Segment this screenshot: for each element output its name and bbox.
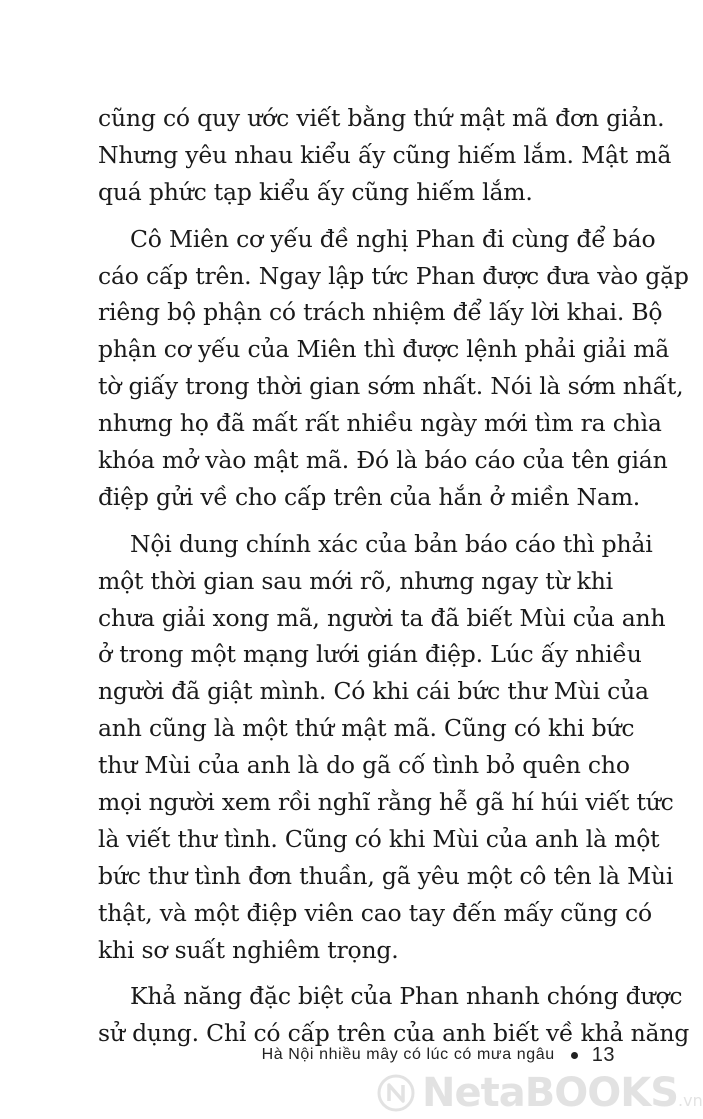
text-line: khóa mở vào mật mã. Đó là báo cáo của tên gián [98, 446, 668, 475]
text-line: thật, và một điệp viên cao tay đến mấy cũng có [98, 898, 652, 927]
text-line: tờ giấy trong thời gian sớm nhất. Nói là sớm nhất, [98, 372, 684, 401]
running-title: Hà Nội nhiều mây có lúc có mưa ngâu [261, 1046, 555, 1063]
text-line: Khả năng đặc biệt của Phan nhanh chóng được [130, 982, 683, 1011]
text-line: người đã giật mình. Có khi cái bức thư Mùi của [98, 677, 649, 706]
page-footer [235, 1042, 615, 1068]
text-line: một thời gian sau mới rõ, nhưng ngay từ khi [98, 566, 613, 595]
text-line: mọi người xem rồi nghĩ rằng hễ gã hí húi viết tức [98, 788, 674, 817]
text-line: khi sơ suất nghiêm trọng. [98, 935, 399, 964]
page-body [98, 100, 690, 1052]
text-line: sử dụng. Chỉ có cấp trên của anh biết về khả năng [98, 1019, 690, 1048]
text-line: riêng bộ phận có trách nhiệm để lấy lời khai. Bộ [98, 298, 663, 327]
text-line: chưa giải xong mã, người ta đã biết Mùi của anh [98, 603, 666, 632]
paragraph-3 [98, 526, 674, 969]
text-line: thư Mùi của anh là do gã cố tình bỏ quên cho [98, 751, 630, 780]
watermark-text: NetaBOOKS [422, 1070, 679, 1116]
text-line: bức thư tình đơn thuần, gã yêu một cô tên là Mùi [98, 861, 674, 890]
text-line: Nhưng yêu nhau kiểu ấy cũng hiếm lắm. Mật mã [98, 140, 672, 169]
text-line: nhưng họ đã mất rất nhiều ngày mới tìm ra chìa [98, 409, 662, 438]
text-line: cũng có quy ước viết bằng thứ mật mã đơn giản. [98, 104, 665, 132]
text-line: quá phức tạp kiểu ấy cũng hiếm lắm. [98, 177, 533, 206]
text-line: Nội dung chính xác của bản báo cáo thì phải [130, 529, 653, 558]
text-line: điệp gửi về cho cấp trên của hắn ở miền Nam. [98, 482, 641, 511]
page-number: 13 [591, 1043, 615, 1066]
paragraph-2 [98, 221, 689, 516]
text-line: phận cơ yếu của Miên thì được lệnh phải giải mã [98, 335, 670, 364]
text-line: anh cũng là một thứ mật mã. Cũng có khi bức [98, 714, 635, 743]
text-line: ở trong một mạng lưới gián điệp. Lúc ấy nhiều [98, 640, 642, 669]
text-line: cáo cấp trên. Ngay lập tức Phan được đưa vào gặp [98, 261, 689, 290]
bullet-separator [571, 1052, 578, 1059]
neta-logo-icon [376, 1073, 416, 1113]
text-line: là viết thư tình. Cũng có khi Mùi của anh là một [98, 824, 660, 853]
text-line: Cô Miên cơ yếu đề nghị Phan đi cùng để báo [130, 224, 656, 253]
paragraph-1 [98, 100, 672, 211]
publisher-watermark [376, 1070, 703, 1116]
watermark-suffix: .vn [678, 1091, 703, 1110]
